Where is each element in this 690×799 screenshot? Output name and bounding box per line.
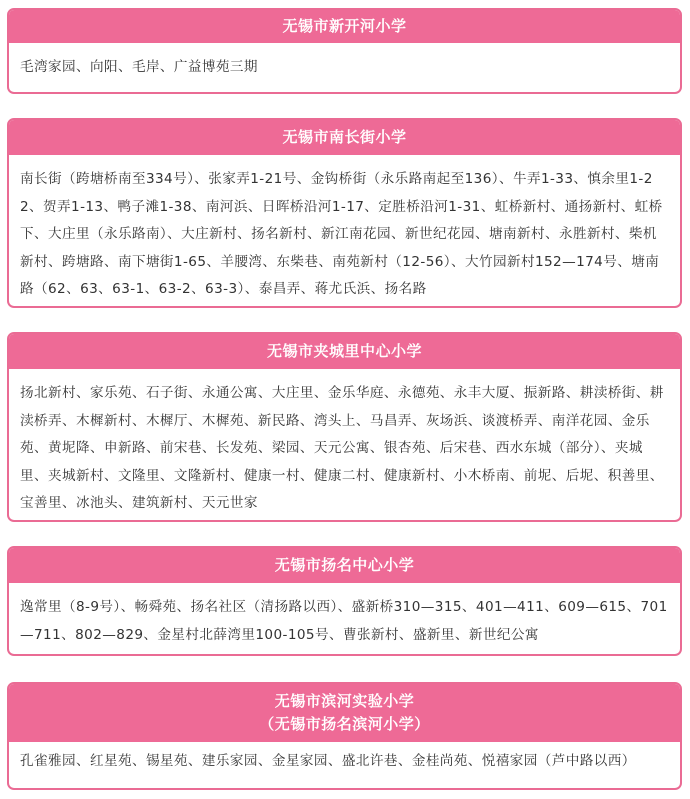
school-card-xinkaihe: [7, 8, 682, 94]
school-areas: 南长街（跨塘桥南至334号）、张家弄1-21号、金钩桥街（永乐路南起至136）、牛弄1-33、慎余里1-22、贺弄1-13、鸭子滩1-38、南河浜、日晖桥沿河1-17、定胜桥沿河1-31、虹桥新村、通扬新村、虹桥下、大庄里（永乐路南）、大庄新村、扬名新村、新江南花园、新世纪花园、塘南新村、永胜新村、柴机新村、跨塘路、南下塘街1-65、羊腰湾、东柴巷、南苑新村（12-56）、大竹园新村152—174号、塘南路（62、63、63-1、63-2、63-3）、泰昌弄、蒋尤氏浜、扬名路: [20, 171, 663, 297]
school-title: 无锡市滨河实验小学: [274, 692, 415, 710]
school-card-nanchangjie: [7, 118, 682, 308]
school-title-bar: [9, 334, 680, 369]
school-areas: 扬北新村、家乐苑、石子街、永通公寓、大庄里、金乐华庭、永德苑、永丰大厦、振新路、耕渎桥街、耕渎桥弄、木樨新村、木樨厅、木樨苑、新民路、湾头上、马昌弄、灰场浜、谈渡桥弄、南洋花园、金乐苑、黄坭降、申新路、前宋巷、长发苑、梁园、天元公寓、银杏苑、后宋巷、西水东城（部分）、夹城里、夹城新村、文隆里、文隆新村、健康一村、健康二村、健康新村、小木桥南、前坭、后坭、积善里、宝善里、冰池头、建筑新村、天元世家: [20, 385, 664, 511]
school-card-binhe: [7, 682, 682, 790]
school-areas: 孔雀雅园、红星苑、锡星苑、建乐家园、金星家园、盛北许巷、金桂尚苑、悦禧家园（芦中路以西）: [20, 753, 636, 769]
school-title-bar: [9, 684, 680, 742]
school-areas: 逸常里（8-9号）、畅舜苑、扬名社区（清扬路以西）、盛新桥310—315、401—411、609—615、701—711、802—829、金星村北薛湾里100-105号、曹张新村、盛新里、新世纪公寓: [20, 599, 668, 643]
school-title-bar: [9, 120, 680, 155]
school-title: 无锡市新开河小学: [282, 17, 407, 35]
school-card-yangming: [7, 546, 682, 656]
school-title-bar: [9, 548, 680, 583]
school-card-jiachengli: [7, 332, 682, 522]
school-areas: 毛湾家园、向阳、毛岸、广益博苑三期: [20, 59, 258, 75]
school-title: 无锡市夹城里中心小学: [266, 342, 422, 360]
school-title: 无锡市南长街小学: [282, 128, 407, 146]
school-title: 无锡市扬名中心小学: [274, 556, 415, 574]
school-subtitle: （无锡市扬名滨河小学）: [259, 715, 430, 733]
school-title-bar: [9, 10, 680, 43]
